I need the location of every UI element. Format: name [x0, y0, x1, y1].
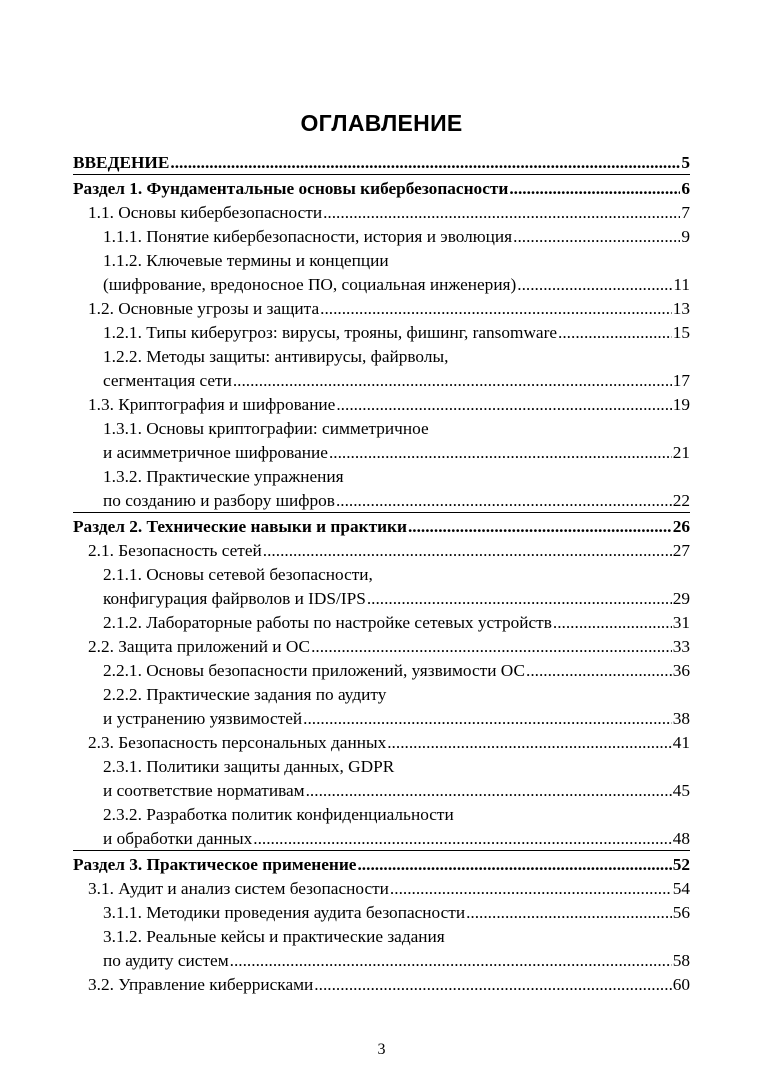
toc-entry-line: [103, 441, 690, 465]
toc-page-number: 33: [672, 637, 690, 656]
toc-entry-title: и соответствие нормативам: [103, 781, 305, 800]
toc-entry[interactable]: [88, 635, 690, 659]
section-separator: [73, 512, 690, 513]
toc-entry[interactable]: [103, 417, 690, 465]
dot-leader: [513, 225, 680, 249]
toc-entry-title: 2.1. Безопасность сетей: [88, 541, 262, 560]
toc-entry-line: [73, 515, 690, 539]
toc-page-number: 11: [673, 275, 690, 294]
toc-entry[interactable]: [103, 803, 690, 851]
toc-entry-line: [103, 225, 690, 249]
toc-entry-title: 1.3.1. Основы криптографии: симметричное: [103, 419, 429, 438]
dot-leader: [336, 489, 672, 513]
toc-entry-line: [88, 973, 690, 997]
toc-entry[interactable]: [88, 297, 690, 321]
toc-entry-title: 3.1.2. Реальные кейсы и практические задания: [103, 927, 445, 946]
toc-entry-title: 2.3.2. Разработка политик конфиденциальности: [103, 805, 454, 824]
toc-entry-title: сегментация сети: [103, 371, 232, 390]
dot-leader: [314, 973, 671, 997]
toc-entry-line: [73, 177, 690, 201]
dot-leader: [390, 877, 672, 901]
toc-entry-line: [103, 417, 690, 441]
toc-page-number: 7: [681, 203, 690, 222]
toc-entry-line: [103, 779, 690, 803]
toc-page-number: 54: [672, 879, 690, 898]
page-number: 3: [377, 1041, 386, 1058]
toc-entry[interactable]: [103, 465, 690, 513]
toc-entry-title: и обработки данных: [103, 829, 253, 848]
dot-leader: [263, 539, 672, 563]
toc-entry[interactable]: [88, 393, 690, 417]
toc-entry-line: [103, 611, 690, 635]
dot-leader: [311, 635, 672, 659]
dot-leader: [306, 779, 672, 803]
toc-entry-line: [88, 297, 690, 321]
toc-entry-title: 2.2.2. Практические задания по аудиту: [103, 685, 387, 704]
toc-page-number: 58: [672, 951, 690, 970]
toc-page-number: 6: [681, 179, 690, 198]
dot-leader: [329, 441, 672, 465]
dot-leader: [558, 321, 672, 345]
toc-entry-line: [103, 321, 690, 345]
toc-entry[interactable]: [73, 515, 690, 539]
toc-entry-line: [88, 635, 690, 659]
dot-leader: [509, 177, 680, 201]
toc-page-number: 22: [672, 491, 690, 510]
toc-page-number: 26: [672, 517, 690, 536]
toc-entry-title: 1.2.2. Методы защиты: антивирусы, файрволы,: [103, 347, 449, 366]
toc-entry-title: конфигурация файрволов и IDS/IPS: [103, 589, 366, 608]
dot-leader: [526, 659, 672, 683]
toc-entry[interactable]: [103, 683, 690, 731]
toc-entry[interactable]: [88, 973, 690, 997]
toc-entry-line: [103, 755, 690, 779]
dot-leader: [408, 515, 672, 539]
toc-page-number: 36: [672, 661, 690, 680]
toc-entry[interactable]: [103, 611, 690, 635]
dot-leader: [230, 949, 672, 973]
section-separator: [73, 850, 690, 851]
toc-entry-title: и асимметричное шифрование: [103, 443, 328, 462]
toc-entry-line: [103, 249, 690, 273]
toc-entry-title: 1.2.1. Типы киберугроз: вирусы, трояны, фишинг, ransomware: [103, 323, 558, 342]
toc-entry-title: 2.1.1. Основы сетевой безопасности,: [103, 565, 373, 584]
toc-entry[interactable]: [103, 249, 690, 297]
dot-leader: [387, 731, 671, 755]
toc-entry-title: 1.3.2. Практические упражнения: [103, 467, 344, 486]
toc-entry[interactable]: [103, 925, 690, 973]
toc-entry[interactable]: [103, 225, 690, 249]
section-separator: [73, 174, 690, 175]
toc-entry-title: 3.1.1. Методики проведения аудита безопасности: [103, 903, 466, 922]
toc-entry-title: 1.3. Криптография и шифрование: [88, 395, 336, 414]
toc-entry-line: [88, 201, 690, 225]
toc-page-number: 29: [672, 589, 690, 608]
toc-entry-line: [103, 949, 690, 973]
toc-entry[interactable]: [103, 345, 690, 393]
toc-entry-line: [88, 393, 690, 417]
dot-leader: [466, 901, 672, 925]
toc-page-number: 21: [672, 443, 690, 462]
toc-page-number: 5: [681, 153, 690, 172]
toc-entry-title: 2.3. Безопасность персональных данных: [88, 733, 387, 752]
toc-page-number: 38: [672, 709, 690, 728]
toc-entry-line: [103, 707, 690, 731]
toc-entry[interactable]: [103, 563, 690, 611]
toc-entry-line: [103, 273, 690, 297]
toc-entry-line: [103, 659, 690, 683]
toc-entry-title: по аудиту систем: [103, 951, 229, 970]
toc-page-number: 45: [672, 781, 690, 800]
toc-entry-title: 2.2.1. Основы безопасности приложений, уязвимости ОС: [103, 661, 525, 680]
toc-entry-title: 3.1. Аудит и анализ систем безопасности: [88, 879, 389, 898]
toc-page-number: 31: [672, 613, 690, 632]
toc-entry-line: [73, 151, 690, 175]
toc-page-number: 41: [672, 733, 690, 752]
toc-entry[interactable]: [103, 901, 690, 925]
toc-entry[interactable]: [88, 539, 690, 563]
dot-leader: [253, 827, 671, 851]
dot-leader: [517, 273, 672, 297]
toc-entry-line: [103, 587, 690, 611]
toc-page-number: 9: [681, 227, 690, 246]
toc-entry[interactable]: [73, 151, 690, 175]
dot-leader: [367, 587, 672, 611]
toc-entry[interactable]: [103, 321, 690, 345]
toc-page-number: 52: [672, 855, 690, 874]
toc-entry[interactable]: [88, 201, 690, 225]
toc-entry-line: [103, 827, 690, 851]
toc-entry-title: ВВЕДЕНИЕ: [73, 153, 170, 172]
toc-entry[interactable]: [103, 755, 690, 803]
toc-entry-line: [88, 877, 690, 901]
toc-entry-line: [103, 465, 690, 489]
toc-entry-title: 2.1.2. Лабораторные работы по настройке сетевых устройств: [103, 613, 552, 632]
toc-entry-title: 2.2. Защита приложений и ОС: [88, 637, 311, 656]
toc-entry-line: [88, 539, 690, 563]
toc-entry-line: [88, 731, 690, 755]
toc-page-number: 19: [672, 395, 690, 414]
toc-page-number: 27: [672, 541, 690, 560]
toc-entry[interactable]: [88, 877, 690, 901]
toc-entry-line: [103, 925, 690, 949]
toc-entry-line: [103, 345, 690, 369]
toc-page-number: 48: [672, 829, 690, 848]
toc-page-number: 17: [672, 371, 690, 390]
toc-entry-title: 1.1. Основы кибербезопасности: [88, 203, 323, 222]
toc-entry-title: 2.3.1. Политики защиты данных, GDPR: [103, 757, 395, 776]
toc-entry-title: Раздел 3. Практическое применение: [73, 855, 357, 874]
page-title: ОГЛАВЛЕНИЕ: [300, 110, 463, 136]
toc-entry-line: [103, 369, 690, 393]
toc-entry[interactable]: [103, 659, 690, 683]
toc-entry-line: [103, 563, 690, 587]
toc-entry-line: [103, 683, 690, 707]
toc-entry[interactable]: [73, 177, 690, 201]
dot-leader: [553, 611, 672, 635]
dot-leader: [357, 853, 671, 877]
toc-entry-title: 1.1.2. Ключевые термины и концепции: [103, 251, 389, 270]
toc-entry-line: [73, 853, 690, 877]
toc-entry[interactable]: [88, 731, 690, 755]
toc-entry-title: 1.2. Основные угрозы и защита: [88, 299, 320, 318]
toc-entry[interactable]: [73, 853, 690, 877]
toc-entry-title: 3.2. Управление киберрисками: [88, 975, 314, 994]
toc-entry-line: [103, 489, 690, 513]
dot-leader: [336, 393, 671, 417]
toc-page-number: 13: [672, 299, 690, 318]
dot-leader: [303, 707, 672, 731]
dot-leader: [170, 151, 680, 175]
toc-entry-title: (шифрование, вредоносное ПО, социальная инженерия): [103, 275, 517, 294]
toc-entry-title: Раздел 1. Фундаментальные основы кибербезопасности: [73, 179, 509, 198]
toc-page-number: 60: [672, 975, 690, 994]
toc-page-number: 15: [672, 323, 690, 342]
toc-entry-title: и устранению уязвимостей: [103, 709, 303, 728]
toc-entry-line: [103, 901, 690, 925]
toc-entry-title: 1.1.1. Понятие кибербезопасности, история и эволюция: [103, 227, 513, 246]
dot-leader: [320, 297, 672, 321]
toc-entry-line: [103, 803, 690, 827]
toc-page-number: 56: [672, 903, 690, 922]
toc-entry-title: Раздел 2. Технические навыки и практики: [73, 517, 407, 536]
dot-leader: [323, 201, 680, 225]
dot-leader: [233, 369, 672, 393]
toc-entry-title: по созданию и разбору шифров: [103, 491, 335, 510]
